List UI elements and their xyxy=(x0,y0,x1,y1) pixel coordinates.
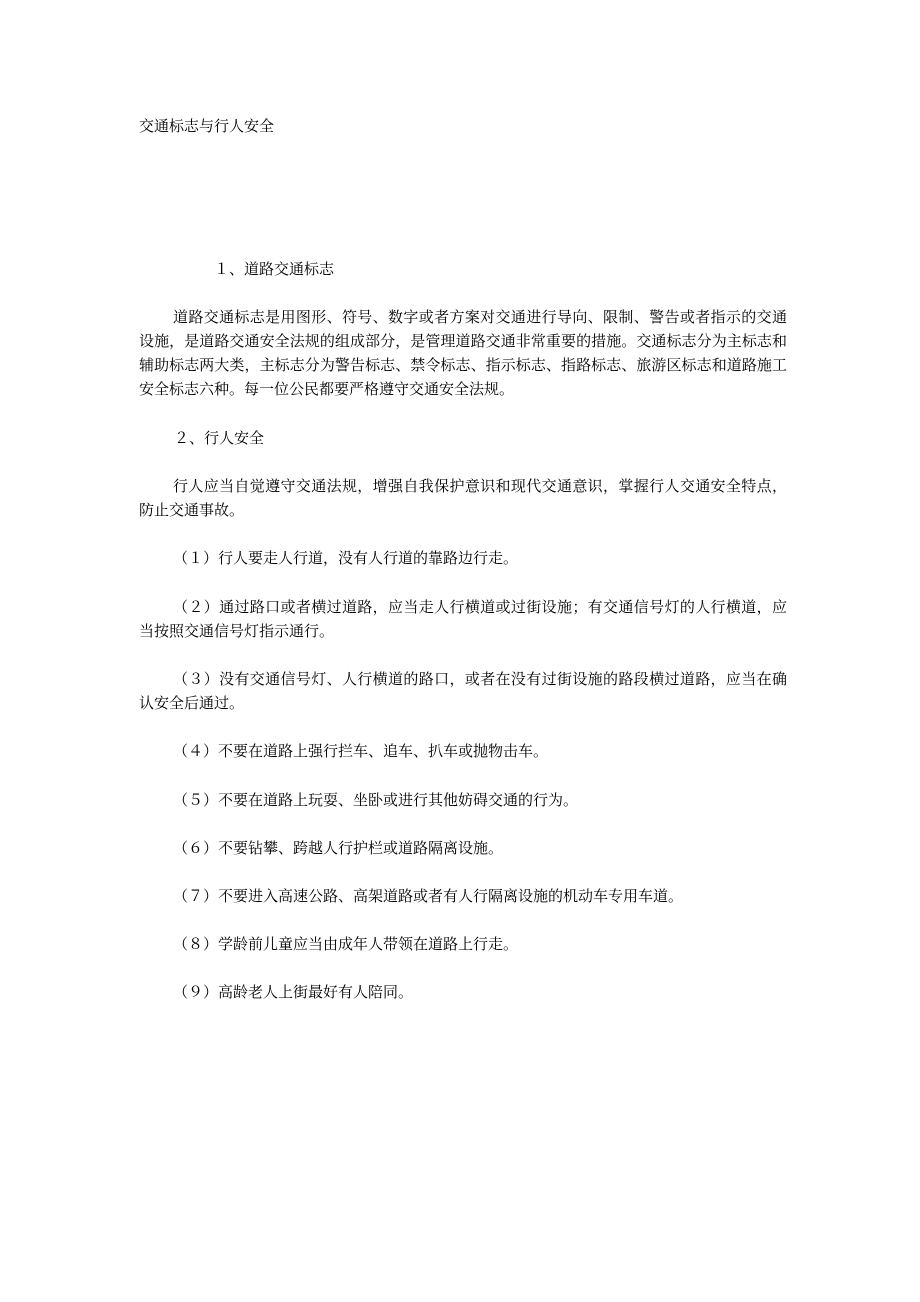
list-item: （２）通过路口或者横过道路，应当走人行横道或过街设施；有交通信号灯的人行横道，应当按照交通信号灯指示通行。 xyxy=(139,598,787,640)
list-item: （６）不要钻攀、跨越人行护栏或道路隔离设施。 xyxy=(173,839,504,857)
document-title: 交通标志与行人安全 xyxy=(139,117,275,135)
list-item: （１）行人要走人行道，没有人行道的靠路边行走。 xyxy=(173,549,519,567)
section-body-road-signs: 道路交通标志是用图形、符号、数字或者方案对交通进行导向、限制、警告或者指示的交通设施，是道路交通安全法规的组成部分，是管理道路交通非常重要的措施。交通标志分为主标志和辅助标志两大类，主标志分为警告标志、禁令标志、指示标志、指路标志、旅游区标志和道路施工安全标志六种。每一位公民都要严格遵守交通安全法规。 xyxy=(139,308,787,398)
list-item: （９）高龄老人上街最好有人陪同。 xyxy=(173,983,414,1001)
section-heading-road-signs: １、道路交通标志 xyxy=(214,260,335,278)
section-heading-pedestrian-safety: ２、行人安全 xyxy=(174,429,265,447)
section-body-pedestrian-safety: 行人应当自觉遵守交通法规，增强自我保护意识和现代交通意识，掌握行人交通安全特点，防止交通事故。 xyxy=(139,477,787,519)
list-item: （７）不要进入高速公路、高架道路或者有人行隔离设施的机动车专用车道。 xyxy=(173,887,684,905)
list-item: （８）学龄前儿童应当由成年人带领在道路上行走。 xyxy=(173,935,519,953)
list-item: （４）不要在道路上强行拦车、追车、扒车或抛物击车。 xyxy=(173,742,549,760)
list-item: （５）不要在道路上玩耍、坐卧或进行其他妨碍交通的行为。 xyxy=(173,791,579,809)
list-item: （３）没有交通信号灯、人行横道的路口，或者在没有过街设施的路段横过道路，应当在确认安全后通过。 xyxy=(139,670,787,712)
